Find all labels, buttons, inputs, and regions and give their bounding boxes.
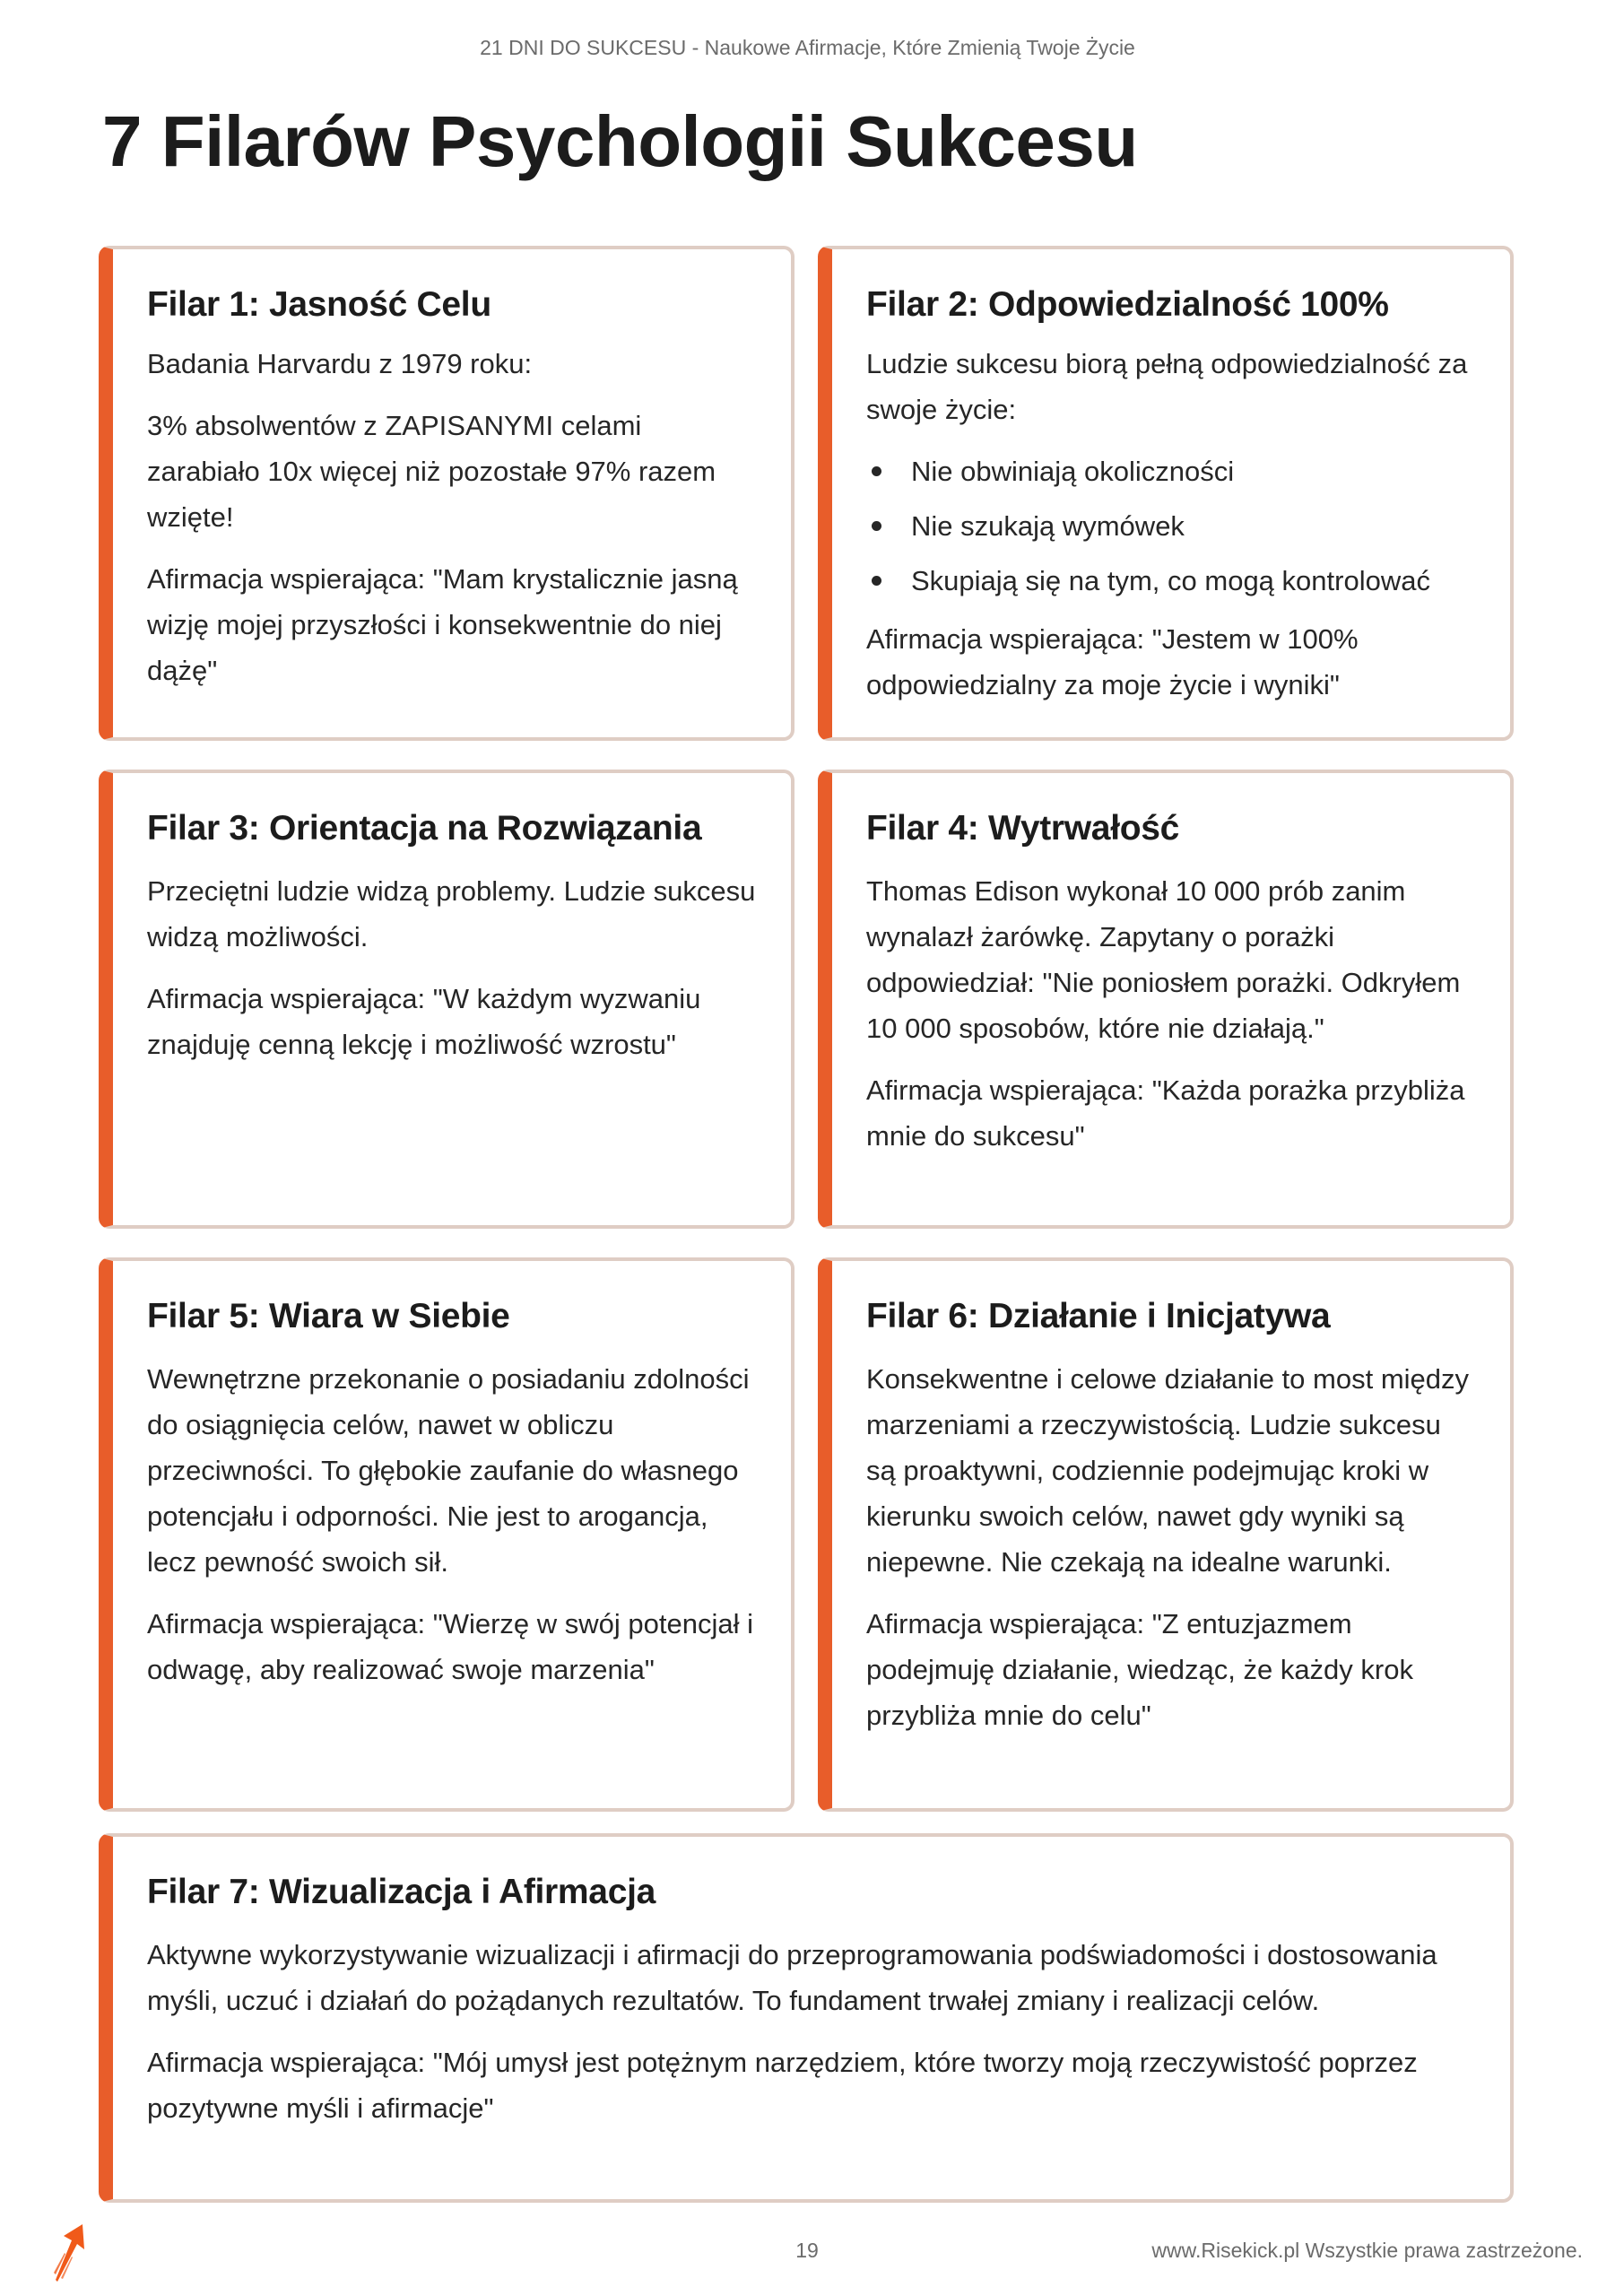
pillar-text: 3% absolwentów z ZAPISANYMI celami zarabiało 10x więcej niż pozostałe 97% razem wzięte! [147, 410, 716, 533]
bullet-icon [872, 466, 881, 476]
pillar-affirmation: Afirmacja wspierająca: "Z entuzjazmem podejmuję działanie, wiedząc, że każdy krok przybliża mnie do celu" [866, 1608, 1413, 1731]
pillar-text: Aktywne wykorzystywanie wizualizacji i afirmacji do przeprogramowania podświadomości i dostosowania myśli, uczuć i działań do pożądanych rezultatów. To fundament trwałej zmiany i realizacji celów. [147, 1939, 1437, 2016]
pillar-affirmation: Afirmacja wspierająca: "Jestem w 100% odpowiedzialny za moje życie i wyniki" [866, 623, 1359, 700]
pillar-text: Wewnętrzne przekonanie o posiadaniu zdolności do osiągnięcia celów, nawet w obliczu przeciwności. To głębokie zaufanie do własnego potencjału i odporności. Nie jest to arogancja, lecz pewność swoich sił. [147, 1363, 750, 1578]
page-title: 7 Filarów Psychologii Sukcesu [102, 101, 1138, 181]
pillar-card-2 [818, 246, 1514, 741]
pillar-text: Thomas Edison wykonał 10 000 prób zanim wynalazł żarówkę. Zapytany o porażki odpowiedział: "Nie poniosłem porażki. Odkryłem 10 000 sposobów, które nie działają." [866, 875, 1461, 1044]
pillar-text: Przeciętni ludzie widzą problemy. Ludzie sukcesu widzą możliwości. [147, 875, 756, 952]
page-number: 19 [795, 2239, 819, 2262]
pillar-affirmation: Afirmacja wspierająca: "W każdym wyzwaniu znajduję cenną lekcję i możliwość wzrostu" [147, 983, 701, 1060]
bullet-icon [872, 521, 881, 531]
list-item-text: Nie obwiniają okoliczności [911, 456, 1235, 487]
list-item [866, 503, 1476, 549]
pillar-title: Filar 1: Jasność Celu [147, 285, 491, 324]
pillar-title: Filar 5: Wiara w Siebie [147, 1297, 510, 1335]
copyright-link[interactable]: www.Risekick.pl Wszystkie prawa zastrzeżone. [1151, 2239, 1583, 2262]
pillar-affirmation: Afirmacja wspierająca: "Mój umysł jest potężnym narzędziem, które tworzy moją rzeczywistość poprzez pozytywne myśli i afirmacje" [147, 2047, 1418, 2124]
pillar-text: Ludzie sukcesu biorą pełną odpowiedzialność za swoje życie: [866, 348, 1468, 425]
pillar-text: Badania Harvardu z 1979 roku: [147, 348, 533, 379]
brand-arrow-icon [52, 2222, 88, 2283]
pillar-card-6 [818, 1257, 1514, 1812]
list-item [866, 558, 1476, 604]
pillar-card-3 [99, 770, 794, 1229]
pillar-title: Filar 2: Odpowiedzialność 100% [866, 285, 1389, 324]
pillar-card-1 [99, 246, 794, 741]
pillar-card-7 [99, 1833, 1514, 2203]
pillar-affirmation: Afirmacja wspierająca: "Mam krystalicznie jasną wizję mojej przyszłości i konsekwentnie do niej dążę" [147, 563, 738, 686]
pillar-title: Filar 7: Wizualizacja i Afirmacja [147, 1873, 656, 1911]
pillar-bullet-list [866, 448, 1476, 604]
list-item-text: Skupiają się na tym, co mogą kontrolować [911, 565, 1430, 596]
pillar-card-5 [99, 1257, 794, 1812]
pillar-text: Konsekwentne i celowe działanie to most między marzeniami a rzeczywistością. Ludzie sukcesu są proaktywni, codziennie podejmując kroki w kierunku swoich celów, nawet gdy wyniki są niepewne. Nie czekają na idealne warunki. [866, 1363, 1470, 1578]
running-header: 21 DNI DO SUKCESU - Naukowe Afirmacje, Które Zmienią Twoje Życie [480, 36, 1135, 59]
list-item-text: Nie szukają wymówek [911, 510, 1185, 542]
pillar-title: Filar 6: Działanie i Inicjatywa [866, 1297, 1331, 1335]
pillar-affirmation: Afirmacja wspierająca: "Każda porażka przybliża mnie do sukcesu" [866, 1074, 1465, 1152]
bullet-icon [872, 576, 881, 586]
pillar-affirmation: Afirmacja wspierająca: "Wierzę w swój potencjał i odwagę, aby realizować swoje marzenia" [147, 1608, 754, 1685]
pillar-title: Filar 3: Orientacja na Rozwiązania [147, 809, 702, 848]
list-item [866, 448, 1476, 494]
pillar-card-4 [818, 770, 1514, 1229]
pillar-title: Filar 4: Wytrwałość [866, 809, 1180, 848]
